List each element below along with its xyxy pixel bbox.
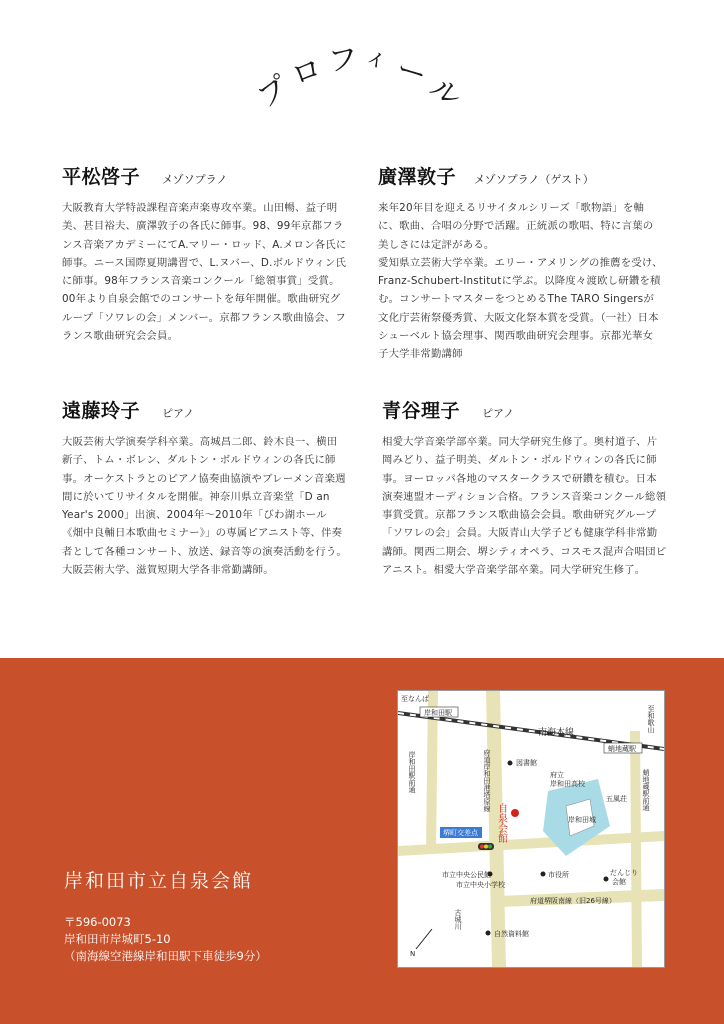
map-label-north: N [410,950,416,958]
map-label-castle: 岸和田城 [568,816,596,824]
map-label-station-road: 岸和田駅前通 [408,751,416,793]
venue-address: 岸和田市岸城町5-10 [64,932,171,946]
page-title [250,30,480,120]
map-label-to-namba: 至なんば [401,695,429,703]
venue-access: （南海線空港線岸和田駅下車徒歩9分） [64,949,267,963]
title-char: ロ [287,51,327,94]
map-label-danjiri-hall-2: 会館 [612,878,626,886]
performer-bio: 大阪芸術大学演奏学科卒業。高城昌二郎、鈴木良一、横田新子、トム・ボレン、ダルトン・ボルドウィンの各氏に師事。オーケストラとのピアノ協奏曲協演やブレーメン音楽週間に於いてリサイタルを開催。神奈川県立音楽堂「D an Year's 2000」出演、2004年〜2010年「びわ湖ホール《畑中良輔日本歌曲セミナー》」の専属ピアニスト等、伴奏者として各種コンサート、放送、録音等の演奏活動を行う。大阪芸術大学、滋賀短期大学各非常勤講師。 [62,436,348,577]
map-label-prefectural-school: 府立 [550,771,564,779]
title-char: ィ [362,42,390,74]
performer-name: 廣澤敦子 [378,166,457,188]
danjiri-dot-icon [604,877,609,882]
venue-postal: 〒596-0073 [64,915,131,929]
map-label-jisen-kaikan: 自泉会館 [495,803,507,843]
performer-bio: 大阪教育大学特設課程音楽声楽専攻卒業。山田暢、益子明美、甚目裕夫、廣澤敦子の各氏に師事。98、99年京都フランス音楽アカデミーにてA.マリー・ロッド、A.メロン各氏に師事。ニース国際夏期講習で、L.ヌバー、D.ボルドウィン氏に師事。98年フランス音楽コンクール「総領事賞」受賞。00年より自泉会館でのコンサートを毎年開催。歌曲研究グループ「ソワレの会」メンバー。京都フランス歌曲協会、フランス歌曲研究会会員。 [62,202,347,343]
map-label-sakaimachi: 堺町交差点 [443,829,478,837]
performer-name: 青谷理子 [382,400,461,422]
performer-name: 遠藤玲子 [62,400,141,422]
city-office-dot-icon [541,872,546,877]
performer-name: 平松啓子 [62,166,141,188]
title-char: フ [326,41,360,80]
venue-marker-icon [511,809,519,817]
profile-hirosawa [378,162,663,364]
map-label-public-hall: 市立中央公民館 [442,871,491,879]
map-label-natural-museum: 自然資料館 [494,930,529,938]
venue-footer [0,658,724,1024]
map-label-to-wakayama: 至和歌山 [647,705,655,733]
map-label-kishiwada-station: 岸和田駅 [424,709,452,717]
access-map-svg [398,691,664,967]
performer-bio: 相愛大学音楽学部卒業。同大学研究生修了。奥村道子、片岡みどり、益子明美、ダルトン・ボルドウィンの各氏に師事。ヨーロッパ各地のマスタークラスで研鑽を積む。日本演奏連盟オーディション合格。フランス音楽コンクール総領事賞受賞。京都フランス歌曲協会会員。歌曲研究グループ「ソワレの会」会員。大阪青山大学子ども健康学科非常勤講師。関西二期会、堺シティオペラ、コスモス混声合唱団ピアニスト。相愛大学音楽学部卒業。同大学研究生修了。 [382,436,667,577]
map-label-hachiyoshi-station: 蛸地蔵駅 [608,745,636,753]
venue-name: 岸和田市立自泉会館 [64,870,254,892]
map-label-gohosha: 五風荘 [606,795,627,803]
map-label-danjiri-hall: だんじり [610,869,638,877]
map-road-hachiyoshi [630,731,642,967]
map-label-furushiro-river: 古城川 [454,909,462,930]
title-char: プ [251,69,295,116]
map-label-library: 図書館 [516,759,537,767]
library-dot-icon [508,761,513,766]
map-label-nankai-line: 南海本線 [538,728,575,738]
performer-role: ピアノ [162,407,195,420]
profile-hiramatsu [62,162,347,345]
access-map [397,690,665,968]
title-char: ー [391,50,432,95]
map-label-city-office: 市役所 [548,871,569,879]
map-label-central-elementary: 市立中央小学校 [456,881,505,889]
museum-dot-icon [486,931,491,936]
performer-role: ピアノ [482,407,515,420]
map-label-prefectural-road: 府道岸和田港塔原線 [483,749,491,812]
title-char: ル [423,69,468,116]
profile-endo [62,396,347,579]
performer-bio: 来年20年目を迎えるリサイタルシリーズ「歌物語」を軸に、歌曲、合唱の分野で活躍。正統派の歌唱、特に言葉の美しさには定評がある。 愛知県立芸術大学卒業。エリー・アメリングの推薦を受け、Franz-Schubert-Institutに学ぶ。以降度々渡欧し研鑽を積む。コンサートマスターをつとめるThe TARO Singersが文化庁芸術祭優秀賞、大阪文化祭本賞を受賞。（一社）日本シューベルト協会理事、関西歌曲研究会理事。京都光華女子大学非常勤講師 [378,202,663,361]
performer-role: メゾソプラノ [162,173,228,186]
map-road-sakaimachi [398,831,664,856]
venue-address-block [64,914,267,965]
profile-aotani [382,396,667,579]
map-label-route26: 府道堺阪南線（旧26号線） [530,897,616,905]
performer-role: メゾソプラノ（ゲスト） [474,173,594,186]
north-arrow-icon [416,929,432,949]
map-label-prefectural-school-2: 岸和田高校 [550,780,585,788]
map-label-hachiyoshi-road: 蛸地蔵駅前通 [642,769,650,811]
